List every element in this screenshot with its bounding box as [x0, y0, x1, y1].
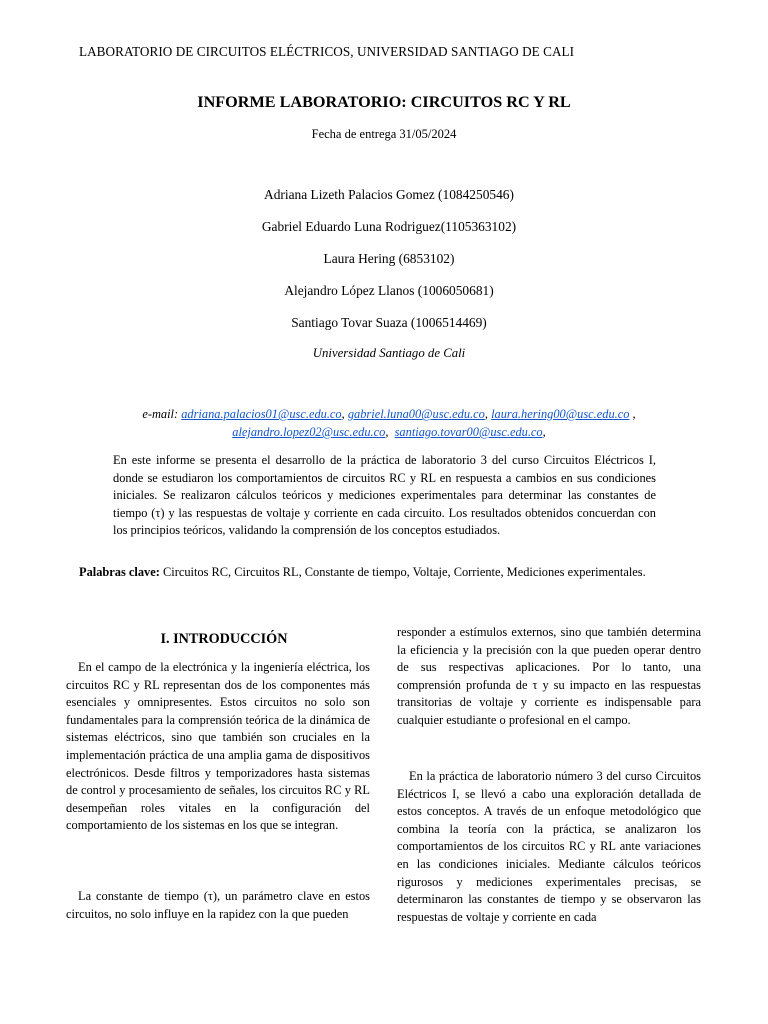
author-name: Adriana Lizeth Palacios Gomez (1084250546) [264, 187, 514, 202]
author-name: Alejandro López Llanos (1006050681) [284, 283, 494, 298]
author-name: Santiago Tovar Suaza (1006514469) [291, 315, 487, 330]
email-link[interactable]: adriana.palacios01@usc.edu.co [181, 407, 342, 421]
email-link[interactable]: alejandro.lopez02@usc.edu.co [232, 425, 386, 439]
intro-paragraph: La constante de tiempo (τ), un parámetro clave en estos circuitos, no solo influye en la rapidez con la que pueden [66, 889, 370, 921]
email-link[interactable]: santiago.tovar00@usc.edu.co [394, 425, 543, 439]
affiliation: Universidad Santiago de Cali [312, 346, 466, 360]
email-link[interactable]: laura.hering00@usc.edu.co [491, 407, 630, 421]
keywords-label: Palabras clave: [79, 565, 160, 579]
intro-paragraph: En la práctica de laboratorio número 3 del curso Circuitos Eléctricos I, se llevó a cabo una exploración detallada de estos conceptos. A través de un enfoque metodológico que combina la teoría con la práctica, se analizaron los comportamientos de los circuitos RC y RL ante variaciones en las condiciones iniciales. Mediante cálculos teóricos rigurosos y mediciones experimentales precisas, se determinaron las constantes de tiempo y se observaron las respuestas de voltaje y corriente en cada [397, 769, 701, 924]
intro-paragraph: En el campo de la electrónica y la ingeniería eléctrica, los circuitos RC y RL representan dos de los componentes más esenciales y omnipresentes. Estos circuitos no solo son fundamentales para la comprensión teórica de la dinámica de sistemas eléctricos, sino que también son cruciales en la implementación práctica de una amplia gama de dispositivos electrónicos. Desde filtros y temporizadores hasta sistemas de control y procesamiento de señales, los circuitos RC y RL desempeñan roles vitales en la configuración del comportamiento de los sistemas en los que se integran. [66, 660, 370, 833]
author-name: Laura Hering (6853102) [323, 251, 455, 266]
abstract: En este informe se presenta el desarrollo de la práctica de laboratorio 3 del curso Circuitos Eléctricos I, donde se estudiaron los comportamientos de circuitos RC y RL en respuesta a cambios en sus condiciones iniciales. Se realizaron cálculos teóricos y mediciones experimentales para determinar las constantes de tiempo (τ) y las respuestas de voltaje y corriente en cada circuito. Los resultados obtenidos concuerdan con los principios teóricos, validando la comprensión de los conceptos estudiados. [113, 453, 656, 538]
paper-title: INFORME LABORATORIO: CIRCUITOS RC Y RL [197, 93, 571, 111]
submission-date: Fecha de entrega 31/05/2024 [311, 127, 457, 141]
intro-paragraph: responder a estímulos externos, sino que también determina la eficiencia y la precisión con la que pueden operar dentro de sus respectivas aplicaciones. Por lo tanto, una comprensión profunda de τ y su impacto en las respuestas transitorias de voltaje y corriente es indispensable para cualquier estudiante o profesional en el campo. [397, 625, 701, 727]
email-link[interactable]: gabriel.luna00@usc.edu.co [347, 407, 485, 421]
author-name: Gabriel Eduardo Luna Rodriguez(1105363102) [261, 219, 517, 234]
email-prefix: e-mail: [142, 407, 179, 421]
keywords-text: Circuitos RC, Circuitos RL, Constante de tiempo, Voltaje, Corriente, Mediciones experimentales. [162, 565, 646, 579]
keywords [79, 565, 646, 580]
running-head: LABORATORIO DE CIRCUITOS ELÉCTRICOS, UNIVERSIDAD SANTIAGO DE CALI [79, 44, 575, 59]
email-list: e-mail: adriana.palacios01@usc.edu.co, gabriel.luna00@usc.edu.co, laura.hering00@usc.edu.co , alejandro.lopez02@usc.edu.co, santiago.tovar00@usc.edu.co, [142, 407, 636, 439]
section-heading: I. INTRODUCCIÓN [160, 631, 288, 647]
